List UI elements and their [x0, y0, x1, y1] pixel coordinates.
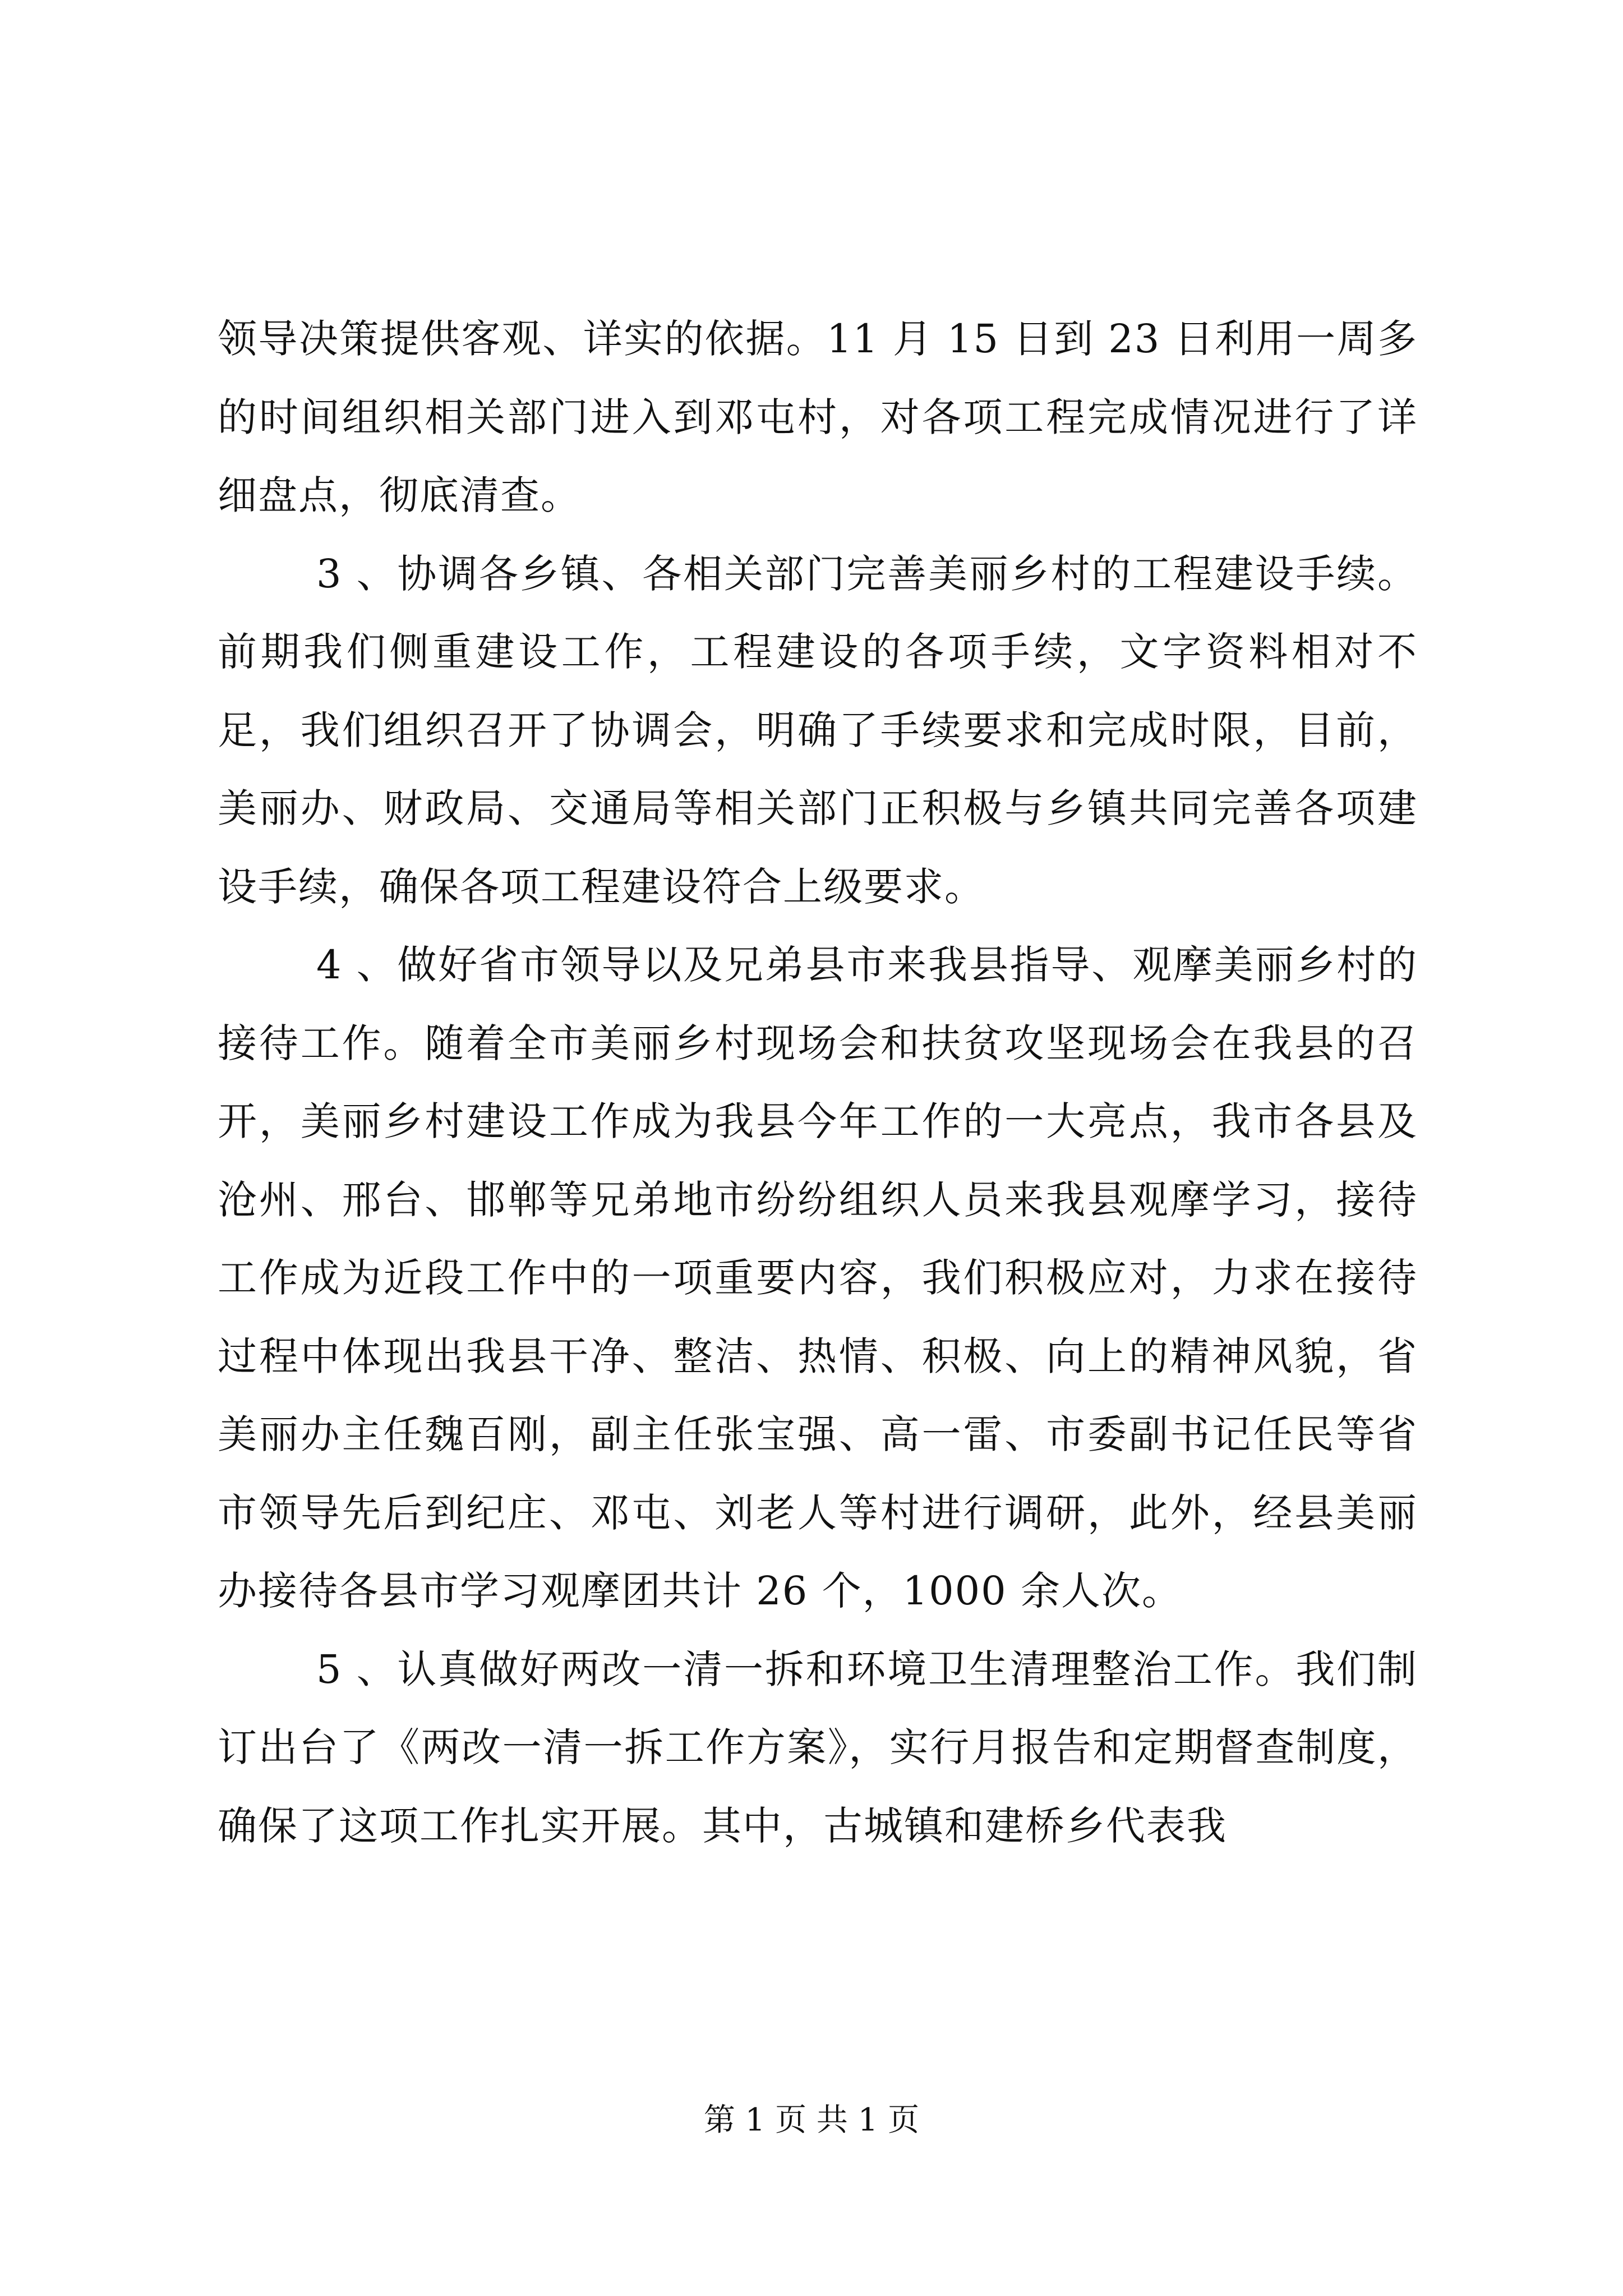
paragraph-3: 4 、做好省市领导以及兄弟县市来我县指导、观摩美丽乡村的接待工作。随着全市美丽乡村现场会和扶贫攻坚现场会在我县的召开，美丽乡村建设工作成为我县今年工作的一大亮点，我市各县及沧州、邢台、邯郸等兄弟地市纷纷组织人员来我县观摩学习，接待工作成为近段工作中的一项重要内容，我们积极应对，力求在接待过程中体现出我县干净、整洁、热情、积极、向上的精神风貌，省美丽办主任魏百刚，副主任张宝强、高一雷、市委副书记任民等省市领导先后到纪庄、邓屯、刘老人等村进行调研，此外，经县美丽办接待各县市学习观摩团共计 26 个，1000 余人次。 — [218, 942, 1418, 1614]
paragraph-2: 3 、协调各乡镇、各相关部门完善美丽乡村的工程建设手续。前期我们侧重建设工作，工程建设的各项手续，文字资料相对不足，我们组织召开了协调会，明确了手续要求和完成时限，目前，美丽办、财政局、交通局等相关部门正积极与乡镇共同完善各项建设手续，确保各项工程建设符合上级要求。 — [218, 550, 1418, 910]
document-body — [218, 300, 1418, 1865]
paragraph-4: 5 、认真做好两改一清一拆和环境卫生清理整治工作。我们制订出台了《两改一清一拆工作方案》，实行月报告和定期督查制度，确保了这项工作扎实开展。其中，古城镇和建桥乡代表我 — [218, 1646, 1418, 1849]
page-footer: 第 1 页 共 1 页 — [703, 2102, 920, 2138]
paragraph-1: 领导决策提供客观、详实的依据。11 月 15 日到 23 日利用一周多的时间组织相关部门进入到邓屯村，对各项工程完成情况进行了详细盘点，彻底清查。 — [218, 316, 1418, 518]
